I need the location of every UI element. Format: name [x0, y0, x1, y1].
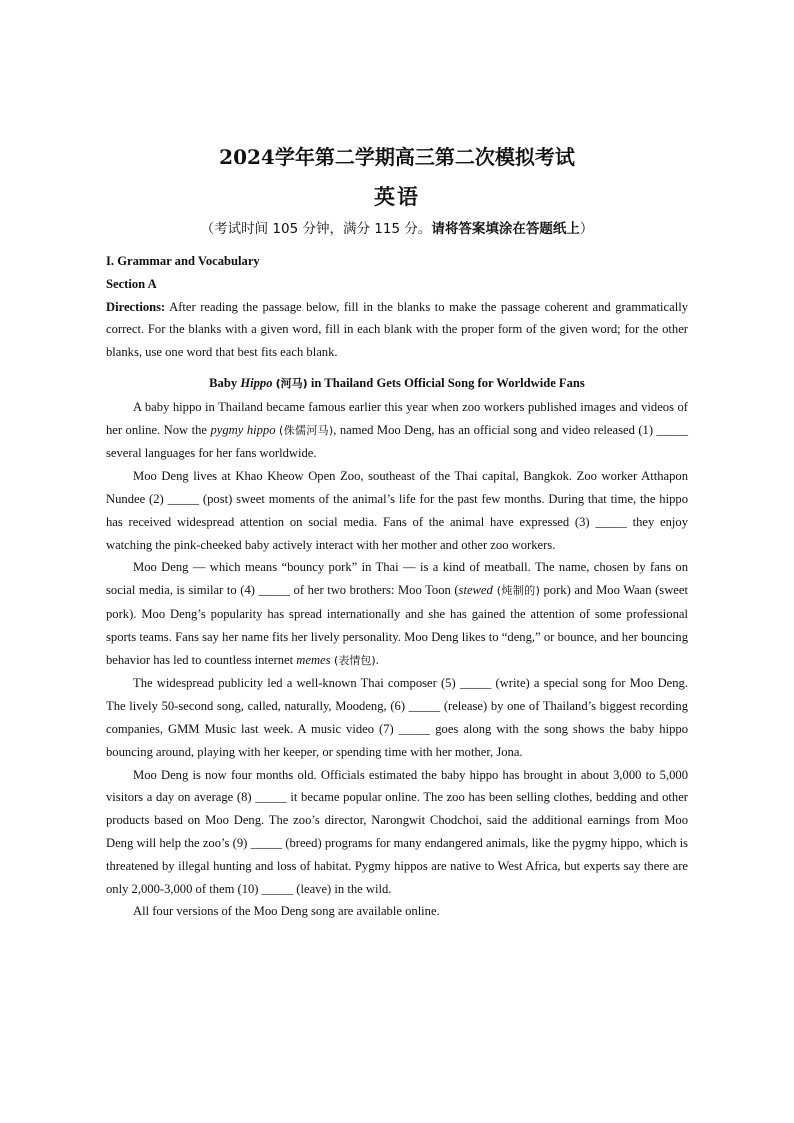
directions-label: Directions: [106, 299, 166, 314]
exam-title: 2024学年第二学期高三第二次模拟考试 [219, 145, 575, 169]
exam-note-suffix: ） [579, 221, 594, 237]
passage-title-a: Baby [209, 375, 241, 390]
p1-italic: pygmy hippo [210, 422, 276, 437]
paragraph-4: The widespread publicity led a well-known Thai composer (5) _____ (write) a special song for Moo Deng. The lively 50-second song, called, naturally, Moodeng, (6) _____ (release) by one of Thailand’s biggest recording companies, GMM Music last week. A music video (7) _____ goes along with the song shows the baby hippo bouncing around, playing with her keeper, or spending time with her mother, Jona. [106, 676, 688, 759]
directions [106, 296, 688, 364]
p3-text-c: . [375, 652, 379, 667]
p3-italic-2: memes [296, 652, 331, 667]
p3-italic-1: stewed [458, 583, 493, 598]
p3-text-a: Moo Deng — which means “bouncy pork” in Thai — is a kind of meatball. The name, chosen by fans on social media, is similar to (4) _____ of her two brothers: Moo Toon ( [106, 560, 688, 598]
paragraph-2: Moo Deng lives at Khao Kheow Open Zoo, southeast of the Thai capital, Bangkok. Zoo worker Atthapon Nundee (2) _____ (post) sweet moments of the animal’s life for the past few months. During that time, the hippo has received widespread attention on social media. Fans of the animal have expressed (3) _____ they enjoy watching the pink-cheeked baby actively interact with her mother and other zoo workers. [106, 469, 688, 552]
p3-zh-2: (表情包) [330, 653, 376, 667]
p1-text-b: , named Moo Deng, has an official song and video released (1) _____ several languages for her fans worldwide. [106, 422, 688, 461]
passage-title-b: in Thailand Gets Official Song for Worldwide Fans [307, 375, 585, 390]
paragraph-5: Moo Deng is now four months old. Officials estimated the baby hippo has brought in about 3,000 to 5,000 visitors a day on average (8) _____ it became popular online. The zoo has been selling clothes, bedding and other products based on Moo Deng. The zoo’s director, Narongwit Chodchoi, said the additional earnings from Moo Deng will help the zoo’s (9) _____ (breed) programs for many endangered animals, like the pygmy hippo, which is threatened by illegal hunting and loss of habitat. Pygmy hippos are native to West Africa, but experts say there are only 2,000-3,000 of them (10) _____ (leave) in the wild. [106, 767, 688, 896]
section-heading: Section A [106, 276, 157, 291]
exam-note-instruction: 请将答案填涂在答题纸上 [431, 221, 580, 237]
paragraph-3 [106, 556, 688, 672]
p1-text-a: A baby hippo in Thailand became famous earlier this year when zoo workers published images and videos of her online. Now the [106, 399, 688, 437]
paragraph-1 [106, 396, 688, 465]
p3-text-b: pork) and Moo Waan (sweet pork). Moo Deng’s popularity has spread internationally and she has gained the attention of some professional sports teams. Fans say her name fits her lively personality. Moo Deng likes to “deng,” or bounce, and her bouncing behavior has led to countless internet [106, 583, 688, 667]
part-heading: I. Grammar and Vocabulary [106, 254, 260, 268]
passage-title-italic: Hippo [240, 375, 273, 390]
paragraph-6: All four versions of the Moo Deng song are available online. [133, 904, 440, 919]
exam-content [106, 250, 688, 923]
exam-note [0, 217, 794, 237]
exam-note-prefix: （考试时间 105 分钟，满分 115 分。 [200, 221, 432, 237]
passage-title-zh: (河马) [275, 376, 308, 390]
p1-zh: (侏儒河马) [279, 423, 334, 437]
p3-zh-1: (炖制的) [492, 584, 540, 598]
subject-title: 英语 [374, 184, 420, 209]
directions-text: After reading the passage below, fill in the blanks to make the passage coherent and grammatically correct. For the blanks with a given word, fill in each blank with the proper form of the given word; for the other blanks, use one word that best fits each blank. [106, 299, 688, 360]
passage-title [106, 372, 688, 396]
